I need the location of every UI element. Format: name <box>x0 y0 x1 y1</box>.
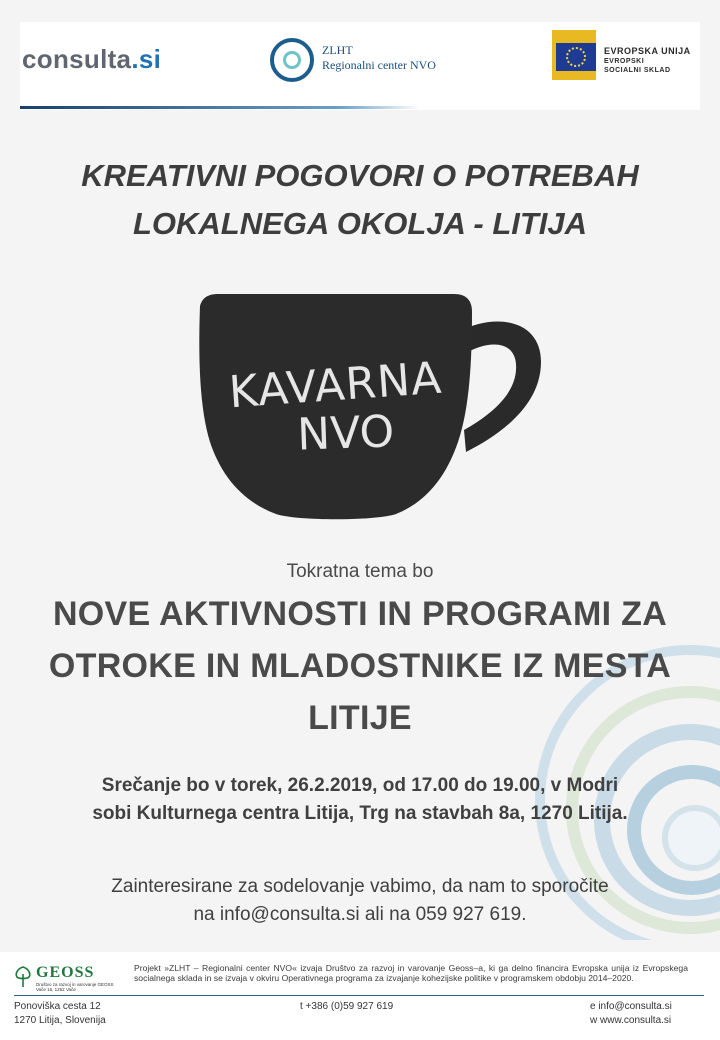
project-disclaimer: Projekt »ZLHT – Regionalni center NVO« izvaja Društvo za razvoj in varovanje Geoss–a, ki ga delno financira Evropska unija iz Evropskega socialnega sklada in se izvaja v okviru Operativnega programa za izvajanje kohezijske politike v programskem obdobju 2014–2020. <box>134 963 688 983</box>
coffee-cup-image <box>196 292 546 522</box>
zlht-logo-line1: ZLHT <box>322 43 353 57</box>
topic-line2: OTROKE IN MLADOSTNIKE IZ MESTA <box>48 647 672 685</box>
header-divider <box>20 106 420 109</box>
topic-heading <box>20 588 700 744</box>
consulta-logo-dot: . <box>131 44 139 74</box>
invite-line2: na info@consulta.si ali na 059 927 619. <box>193 904 527 925</box>
eu-logo-line2: EVROPSKI <box>604 58 645 65</box>
eu-logo <box>552 30 702 82</box>
zlht-logo <box>270 38 460 84</box>
eu-flag-icon <box>556 43 596 71</box>
meeting-line1: Srečanje bo v torek, 26.2.2019, od 17.00 do 19.00, v Modri <box>101 775 619 796</box>
address-line1: Ponoviška cesta 12 <box>14 1001 101 1012</box>
footer-divider <box>14 995 704 996</box>
footer-contact <box>590 1000 672 1028</box>
cup-text-line1: KAVARNA <box>227 352 444 419</box>
footer-phone: t +386 (0)59 927 619 <box>300 1001 394 1012</box>
geoss-name: GEOSS <box>36 964 95 981</box>
zlht-circle-icon <box>270 38 314 82</box>
invitation-text <box>20 873 700 929</box>
geoss-address: Vače 16, 1252 Vače <box>36 987 76 992</box>
cup-text-line2: NVO <box>296 406 396 461</box>
topic-line1: NOVE AKTIVNOSTI IN PROGRAMI ZA <box>52 595 668 633</box>
tree-icon <box>14 966 32 988</box>
invite-line1: Zainteresirane za sodelovanje vabimo, da nam to sporočite <box>111 876 609 897</box>
meeting-details <box>20 772 700 828</box>
footer-address <box>14 1000 106 1028</box>
topic-intro: Tokratna tema bo <box>286 561 434 582</box>
geoss-subtitle: Društvo za razvoj in varovanje GEOSS <box>36 982 114 987</box>
consulta-logo-name: consulta <box>22 44 132 74</box>
page-title <box>20 152 700 248</box>
geoss-logo <box>14 964 132 992</box>
consulta-logo-tld: si <box>138 44 162 74</box>
eu-stars-icon <box>566 47 586 67</box>
address-line2: 1270 Litija, Slovenija <box>14 1015 106 1026</box>
footer-web-link[interactable]: w www.consulta.si <box>590 1015 672 1026</box>
footer-email-link[interactable]: e info@consulta.si <box>590 1001 672 1012</box>
zlht-logo-line2: Regionalni center NVO <box>322 58 436 72</box>
meeting-line2: sobi Kulturnega centra Litija, Trg na stavbah 8a, 1270 Litija. <box>92 803 628 824</box>
consulta-logo <box>22 44 161 75</box>
topic-line3: LITIJE <box>308 699 412 737</box>
eu-logo-line3: SOCIALNI SKLAD <box>604 67 671 74</box>
eu-logo-line1: EVROPSKA UNIJA <box>604 46 691 56</box>
title-line1: KREATIVNI POGOVORI O POTREBAH <box>81 158 639 193</box>
title-line2: LOKALNEGA OKOLJA - LITIJA <box>132 206 588 241</box>
